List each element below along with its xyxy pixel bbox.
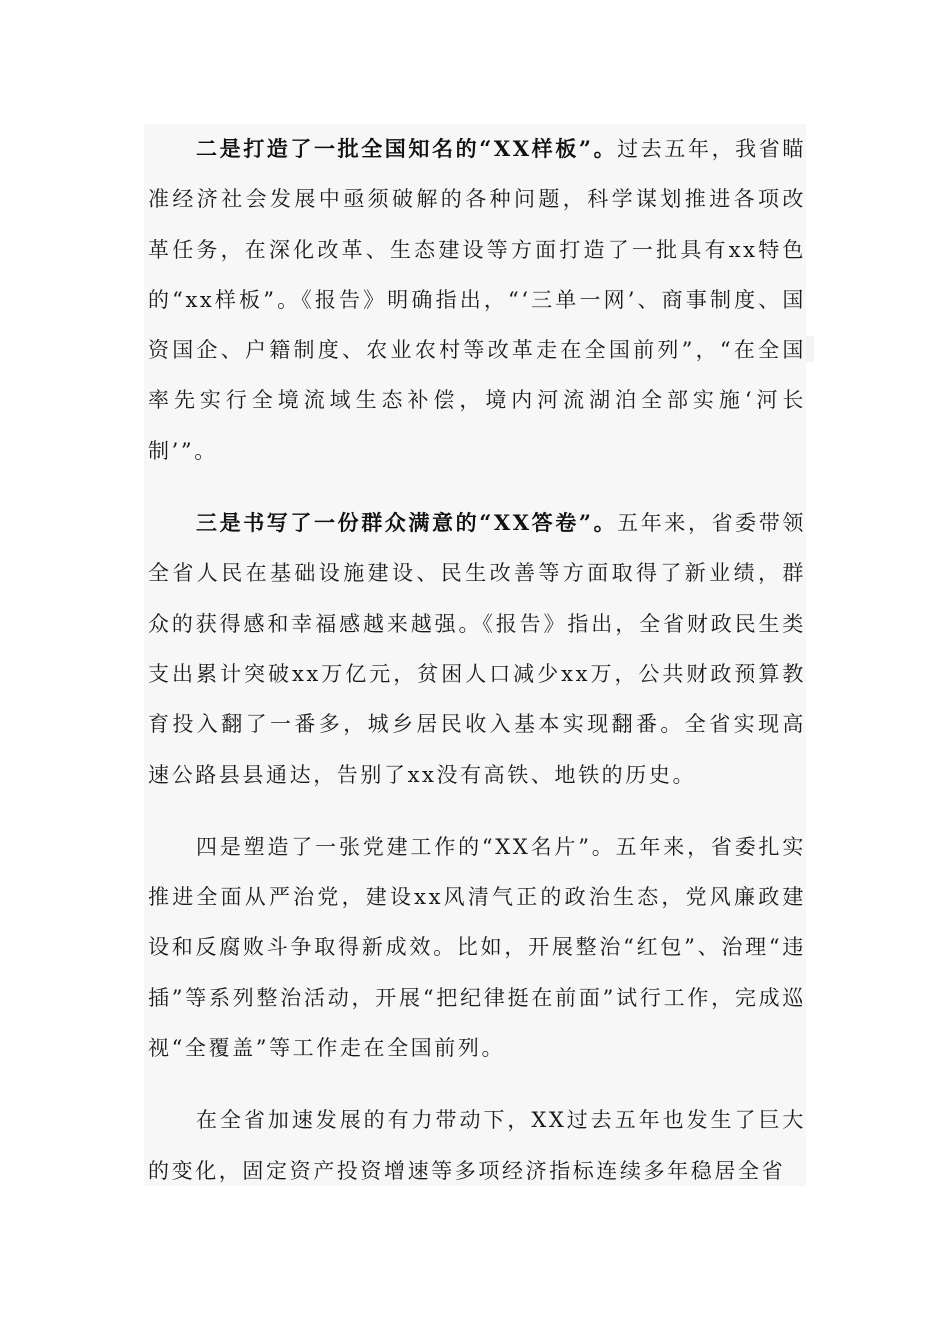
paragraph-party-building	[144, 822, 806, 1073]
paragraph-public-satisfaction	[144, 498, 806, 800]
scan-shadow-mark	[806, 336, 814, 362]
paragraph-lead: 二是打造了一批全国知名的“XX样板”。	[196, 136, 618, 161]
paragraph-lead: 四是塑造了一张党建工作的“XX名片”。	[196, 834, 616, 859]
paragraph-body: 在全省加速发展的有力带动下，XX过去五年也发生了巨大的变化，固定资产投资增速等多项经济指标连续多年稳居全省	[148, 1108, 806, 1183]
paragraph-body: 过去五年，我省瞄准经济社会发展中亟须破解的各种问题，科学谋划推进各项改革任务，在深化改革、生态建设等方面打造了一批具有xx特色的“xx样板”。《报告》明确指出，“‘三单一网’、商事制度、国资国企、户籍制度、农业农村等改革走在全国前列”，“在全国率先实行全境流域生态补偿，境内河流湖泊全部实施‘河长制’”。	[148, 137, 806, 463]
paragraph-body: 五年来，省委带领全省人民在基础设施建设、民生改善等方面取得了新业绩，群众的获得感和幸福感越来越强。《报告》指出，全省财政民生类支出累计突破xx万亿元，贫困人口减少xx万，公共财政预算教育投入翻了一番多，城乡居民收入基本实现翻番。全省实现高速公路县县通达，告别了xx没有高铁、地铁的历史。	[148, 511, 806, 787]
paragraph-body: 五年来，省委扎实推进全面从严治党，建设xx风清气正的政治生态，党风廉政建设和反腐败斗争取得新成效。比如，开展整治“红包”、治理“违插”等系列整治活动，开展“把纪律挺在前面”试行工作，完成巡视“全覆盖”等工作走在全国前列。	[148, 834, 806, 1061]
paragraph-local-development	[144, 1095, 806, 1186]
paragraph-lead: 三是书写了一份群众满意的“XX答卷”。	[196, 510, 618, 536]
document-text-block	[144, 124, 806, 1186]
paragraph-model-reform	[144, 124, 806, 476]
